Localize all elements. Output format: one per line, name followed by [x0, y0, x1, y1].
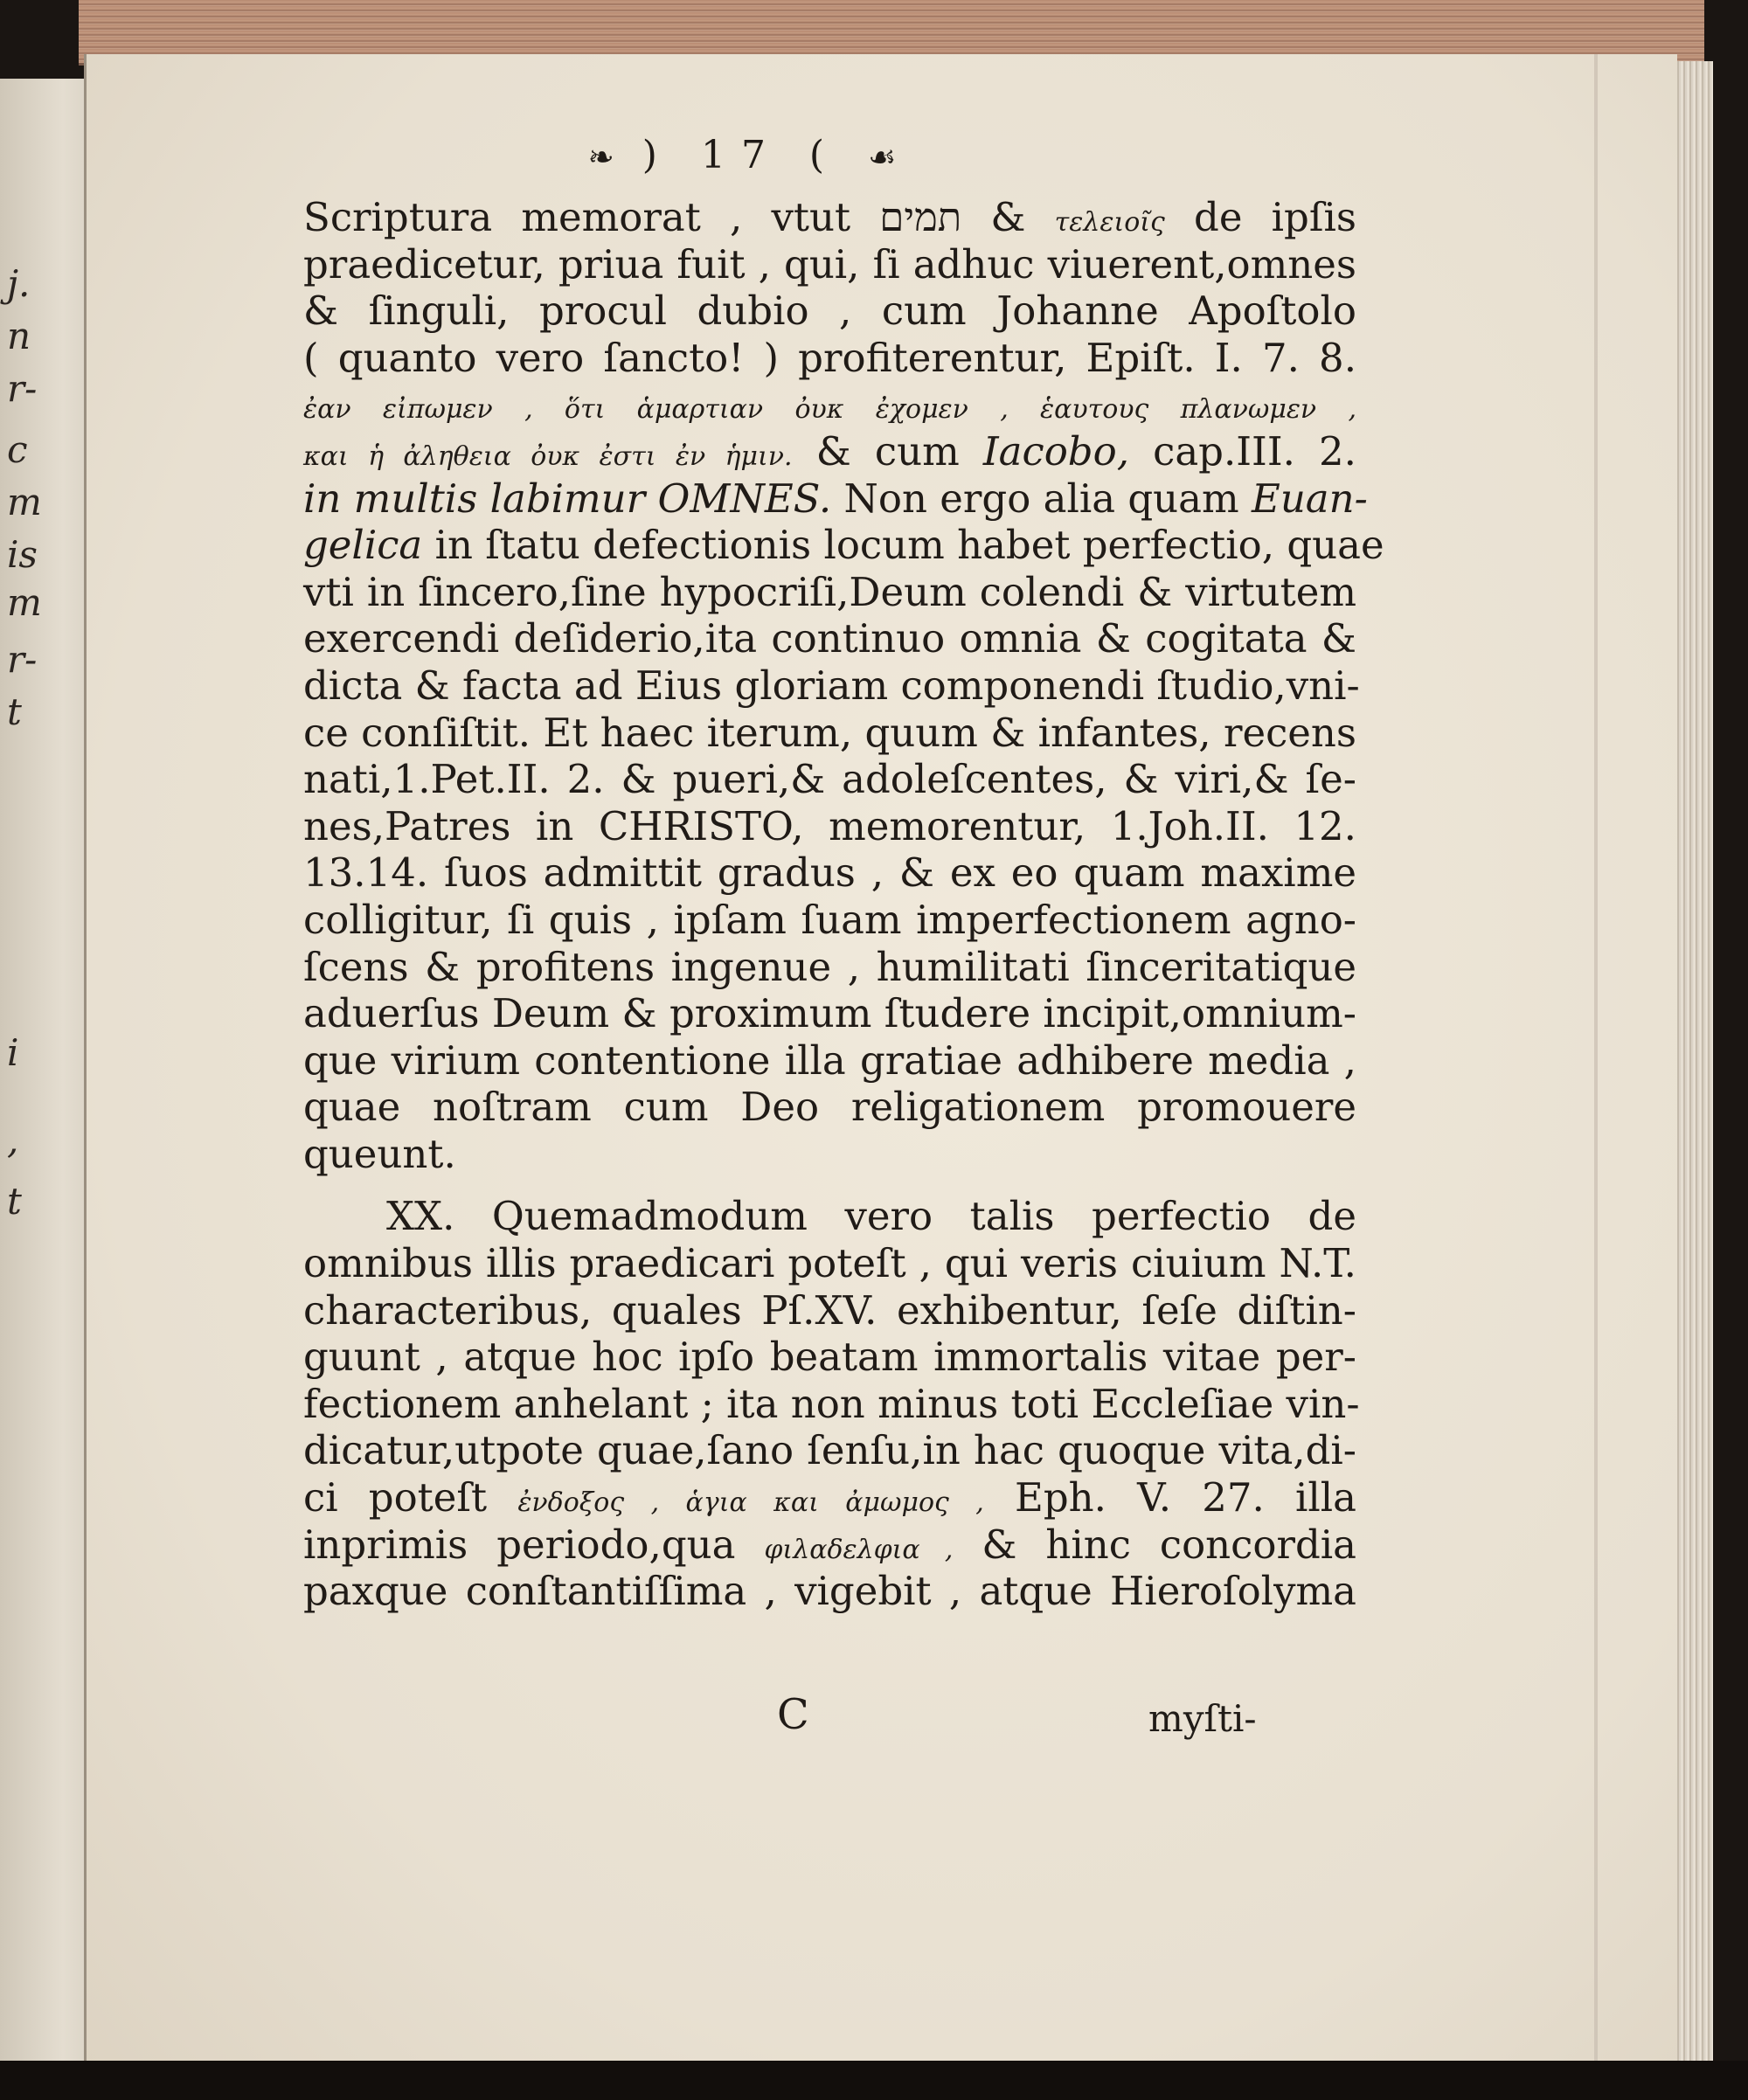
text-run: queunt. [303, 1130, 456, 1177]
text-run: Euan- [1251, 475, 1368, 522]
text-line [303, 335, 1356, 382]
greek-text: και ἡ ἀληθεια ὀυκ ἐστι ἐν ἡμιν. [303, 440, 793, 472]
text-run: aduerſus Deum & proximum ſtudere incipit,omnium- [303, 990, 1356, 1037]
text-line [303, 615, 1356, 662]
text-run: & hinc concordia [953, 1521, 1356, 1568]
text-run: dicatur,utpote quae,ſano ſenſu,in hac quoque vita,di- [303, 1427, 1356, 1474]
signature-mark: C [777, 1690, 809, 1739]
left-page-fragment: m [7, 481, 42, 523]
text-line [303, 803, 1356, 850]
text-run: que virium contentione illa gratiae adhibere media , [303, 1036, 1356, 1084]
text-line [303, 1427, 1356, 1474]
left-page-fragment: r- [7, 367, 38, 410]
left-page-fragment: is [7, 533, 38, 576]
page-fold-line [1594, 54, 1598, 2073]
left-page-fragment: m [7, 581, 42, 624]
text-run: in ſtatu defectionis locum habet perfectio, quae [422, 522, 1384, 569]
text-line [303, 849, 1356, 897]
text-run: praedicetur, priua fuit , qui, ſi adhuc viuerent,omnes [303, 240, 1356, 288]
text-run: in multis labimur OMNES. [303, 475, 832, 522]
text-line [303, 381, 1356, 428]
right-ornament: ☙ [868, 140, 897, 176]
greek-text: τελειοῖς [1054, 207, 1165, 238]
text-run: ſcens & profitens ingenue , humilitati ſinceritatique [303, 943, 1356, 990]
text-line [303, 662, 1360, 710]
text-line [303, 710, 1356, 757]
text-line [303, 756, 1356, 803]
text-line [303, 1131, 1356, 1178]
text-line [303, 1380, 1360, 1428]
left-page-fragment: t [7, 1180, 22, 1223]
text-run: nes,Patres in CHRISTO, memorentur, 1.Joh.II. 12. [303, 802, 1356, 849]
left-page-fragment: i [7, 1031, 19, 1074]
text-line [303, 1193, 1356, 1240]
text-run: nati,1.Pet.II. 2. & pueri,& adoleſcentes, & viri,& ſe- [303, 756, 1356, 803]
text-line [303, 428, 1356, 475]
text-line [303, 990, 1356, 1037]
text-run: ( quanto vero ſancto! ) profiterentur, Epiſt. I. 7. 8. [303, 334, 1356, 381]
greek-text: φιλαδελφια , [764, 1534, 954, 1565]
left-page-fragment: t [7, 690, 22, 733]
text-run: de ipſis [1164, 194, 1356, 240]
text-line [303, 1287, 1356, 1334]
text-run: & ſinguli, procul dubio , cum Johanne Apoſtolo [303, 288, 1356, 335]
text-line [303, 1521, 1356, 1569]
text-line [303, 288, 1356, 335]
background-shadow [0, 2061, 1748, 2100]
text-line [303, 522, 1384, 569]
hebrew-text: תמים [879, 194, 962, 240]
greek-text: ἐνδοξος , ἁγια και ἀμωμος , [517, 1487, 984, 1519]
running-header [87, 133, 1398, 177]
text-run: quae noſtram cum Deo religationem promouere [303, 1084, 1356, 1131]
text-run: dicta & facta ad Eius gloriam componendi ſtudio,vni- [303, 662, 1360, 709]
text-run: ci poteſt [303, 1474, 518, 1521]
text-run: Scriptura memorat , vtut [303, 194, 880, 240]
text-run: ce conſiſtit. Et haec iterum, quum & infantes, recens [303, 709, 1356, 756]
text-run: & [961, 194, 1055, 240]
text-run: paxque conſtantiſſima , vigebit , atque Hieroſolyma [303, 1568, 1356, 1615]
left-page-fragment: c [7, 428, 28, 471]
text-line [303, 241, 1356, 288]
text-line [303, 1084, 1356, 1131]
text-run: cap.III. 2. [1129, 427, 1356, 475]
text-run: guunt , atque hoc ipſo beatam immortalis vitae per- [303, 1334, 1356, 1381]
text-line [303, 1037, 1356, 1085]
text-run: inprimis periodo,qua [303, 1521, 765, 1568]
text-run: & cum [792, 427, 983, 475]
text-run: gelica [303, 522, 423, 569]
book-page [84, 54, 1677, 2073]
text-run: omnibus illis praedicari poteſt , qui veris ciuium N.T. [303, 1240, 1356, 1287]
text-run: fectionem anhelant ; ita non minus toti Eccleſiae vin- [303, 1380, 1360, 1427]
greek-text: ἐαν εἰπωμεν , ὅτι ἁμαρτιαν ὀυκ ἐχομεν , ἑαυτους πλανωμεν , [303, 394, 1356, 426]
text-line [303, 1474, 1356, 1521]
left-page-fragment: , [7, 1119, 19, 1161]
text-line [303, 569, 1356, 616]
catchword: myſti- [1148, 1697, 1257, 1740]
text-line [303, 897, 1356, 944]
page-number: ) 17 ( [642, 133, 841, 177]
left-page-fragment: n [7, 315, 31, 357]
left-ornament: ❧ [587, 140, 614, 176]
text-run: vti in ſincero,ſine hypocriſi,Deum colendi & virtutem [303, 568, 1356, 615]
text-line [303, 475, 1368, 523]
text-run: Iacobo, [982, 427, 1129, 475]
text-run: XX. Quemadmodum vero talis perfectio de [386, 1193, 1356, 1240]
text-run: exercendi deſiderio,ita continuo omnia & cogitata & [303, 615, 1356, 662]
text-run: Eph. V. 27. illa [983, 1474, 1356, 1521]
left-page-fragment: j. [7, 262, 31, 305]
text-run: 13.14. ſuos admittit gradus , & ex eo quam maxime [303, 849, 1356, 897]
text-line [303, 1240, 1356, 1287]
text-run: colligitur, ſi quis , ipſam ſuam imperfectionem agno- [303, 896, 1356, 943]
text-line [303, 944, 1356, 991]
text-line [303, 1334, 1356, 1381]
text-line [303, 1568, 1356, 1615]
text-run: Non ergo alia quam [831, 475, 1252, 522]
left-page-fragment: r- [7, 638, 38, 681]
text-run: characteribus, quales Pſ.XV. exhibentur, ſeſe diſtin- [303, 1286, 1356, 1334]
body-text [303, 194, 1384, 1615]
text-line [303, 194, 1356, 241]
